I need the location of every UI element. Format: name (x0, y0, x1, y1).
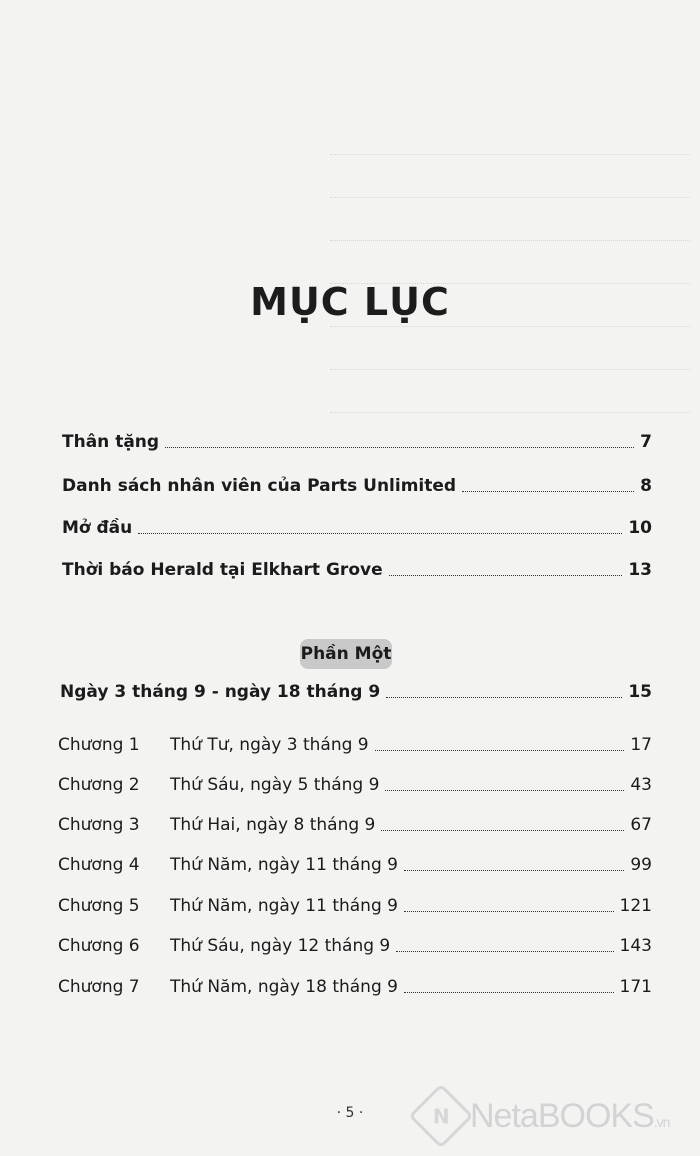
watermark-suffix: .vn (653, 1113, 670, 1130)
toc-entry[interactable] (62, 476, 652, 496)
chapter-entry[interactable] (58, 977, 652, 997)
chapter-page: 171 (619, 977, 652, 997)
chapter-page: 43 (630, 775, 652, 795)
page-number: · 5 · (336, 1105, 364, 1121)
leader-dots (389, 575, 623, 576)
chapter-page: 99 (630, 855, 652, 875)
leader-dots (165, 447, 634, 448)
toc-entry-page: 10 (628, 518, 652, 538)
chapter-entry[interactable] (58, 775, 652, 795)
bleed-through-lines (330, 112, 690, 413)
chapter-entry[interactable] (58, 936, 652, 956)
netabooks-logo-icon (408, 1083, 473, 1148)
leader-dots (375, 750, 625, 751)
leader-dots (138, 533, 622, 534)
chapter-title: Thứ Năm, ngày 11 tháng 9 (170, 896, 398, 916)
leader-dots (404, 870, 624, 871)
toc-entry-label: Mở đầu (62, 518, 133, 538)
chapter-page: 17 (630, 735, 652, 755)
toc-entry-page: 8 (640, 476, 652, 496)
chapter-number: Chương 1 (58, 735, 140, 755)
page-title: MỤC LỤC (250, 280, 450, 324)
chapter-number: Chương 6 (58, 936, 140, 956)
chapter-title: Thứ Hai, ngày 8 tháng 9 (170, 815, 376, 835)
watermark-brand: NetaBOOKS (470, 1096, 654, 1135)
leader-dots (381, 830, 624, 831)
chapter-number: Chương 3 (58, 815, 140, 835)
toc-entry-label: Thời báo Herald tại Elkhart Grove (62, 560, 383, 580)
chapter-number: Chương 7 (58, 977, 140, 997)
chapter-title: Thứ Tư, ngày 3 tháng 9 (170, 735, 369, 755)
chapter-number: Chương 4 (58, 855, 140, 875)
leader-dots (462, 491, 634, 492)
toc-entry-page: 7 (640, 432, 652, 452)
toc-entry[interactable] (62, 560, 652, 580)
toc-entry-label: Thân tặng (62, 432, 160, 452)
toc-entry[interactable] (62, 432, 652, 452)
leader-dots (386, 697, 622, 698)
toc-entry-page: 13 (628, 560, 652, 580)
chapter-entry[interactable] (58, 735, 652, 755)
part-badge: Phần Một (300, 639, 392, 669)
chapter-title: Thứ Sáu, ngày 12 tháng 9 (170, 936, 391, 956)
toc-entry[interactable] (62, 518, 652, 538)
watermark-text (470, 1097, 669, 1136)
chapter-page: 67 (630, 815, 652, 835)
chapter-title: Thứ Sáu, ngày 5 tháng 9 (170, 775, 380, 795)
chapter-title: Thứ Năm, ngày 11 tháng 9 (170, 855, 398, 875)
chapter-page: 121 (619, 896, 652, 916)
chapter-entry[interactable] (58, 855, 652, 875)
chapter-entry[interactable] (58, 896, 652, 916)
chapter-entry[interactable] (58, 815, 652, 835)
leader-dots (385, 790, 624, 791)
leader-dots (404, 911, 614, 912)
chapter-number: Chương 5 (58, 896, 140, 916)
part-range-label: Ngày 3 tháng 9 - ngày 18 tháng 9 (60, 682, 381, 702)
part-range-entry[interactable] (60, 682, 652, 702)
leader-dots (404, 992, 614, 993)
toc-entry-label: Danh sách nhân viên của Parts Unlimited (62, 476, 457, 496)
part-range-page: 15 (628, 682, 652, 702)
chapter-number: Chương 2 (58, 775, 140, 795)
watermark (418, 1093, 669, 1139)
chapter-page: 143 (619, 936, 652, 956)
leader-dots (396, 951, 613, 952)
chapter-title: Thứ Năm, ngày 18 tháng 9 (170, 977, 398, 997)
logo-letter: N (432, 1104, 450, 1128)
